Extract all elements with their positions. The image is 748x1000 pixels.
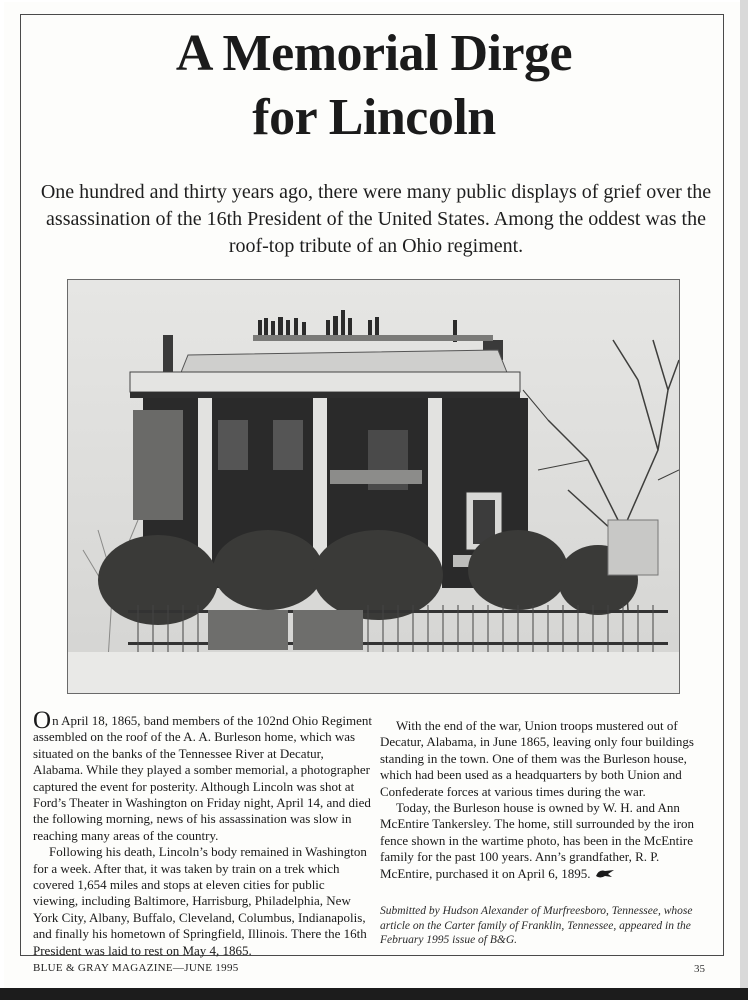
window-1 xyxy=(218,420,248,470)
paragraph-1 xyxy=(33,707,373,844)
page-number: 35 xyxy=(694,963,705,975)
paragraph-3: With the end of the war, Union troops mustered out of Decatur, Alabama, in June 1865, leaving only four buildings standing in the town. One of them was the Burleson house, which had been used as a headquarters by both Union and Confederate forces at various times during the war. xyxy=(380,718,694,799)
paragraph-4-text: Today, the Burleson house is owned by W. H. and Ann McEntire Tankersley. The home, still surrounded by the iron fence shown in the wartime photo, has been in the McEntire family for the past 100 years. Ann’s grandfather, R. P. McEntire, purchased it on April 6, 1895. xyxy=(380,800,695,881)
paragraph-1-text: n April 18, 1865, band members of the 102nd Ohio Regiment assembled on the roof of the A. A. Burleson home, which was situated on the banks of the Tennessee River at Decatur, Alabama. While they played a somber memorial, a photographer captured the event for posterity. Although Lincoln was shot at Ford’s Theater in Washington on Friday night, April 14, and died the following morning, news of his assassination was slow in reaching many areas of the country. xyxy=(33,713,372,843)
house-photo-illustration xyxy=(68,280,679,693)
title-line-1: A Memorial Dirge xyxy=(175,25,573,82)
article-subtitle: One hundred and thirty years ago, there were many public displays of grief over the assassination of the 16th President of the United States. Among the oddest was the roof-top tribute of an Ohio regiment. xyxy=(40,181,712,257)
neighbor-building xyxy=(608,520,658,575)
left-chimney xyxy=(163,335,173,375)
drop-cap: O xyxy=(33,707,52,734)
roof-railing xyxy=(253,335,493,341)
cornice-shadow xyxy=(130,392,520,398)
article-column-left xyxy=(33,707,373,959)
entablature xyxy=(130,372,520,392)
page-edge-shadow xyxy=(740,0,748,1000)
title-line-2: for Lincoln xyxy=(252,89,496,146)
balcony-rail xyxy=(330,470,422,484)
street-ground xyxy=(68,652,679,693)
article-title xyxy=(24,22,724,150)
author-credit: Submitted by Hudson Alexander of Murfreesboro, Tennessee, whose article on the Carter family of Franklin, Tennessee, appeared in the February 1995 issue of B&G. xyxy=(380,905,693,946)
paragraph-2: Following his death, Lincoln’s body remained in Washington for a week. After that, it was taken by train on a trek which covered 1,654 miles and stops at eleven cities for public viewing, including Baltimore, Harrisburg, Philadelphia, New York City, Albany, Buffalo, Cleveland, Columbus, Indianapolis, and finally his hometown of Springfield, Illinois. There the 16th President was laid to rest on May 4, 1865. xyxy=(33,844,367,958)
end-of-article-icon xyxy=(595,868,615,880)
paragraph-4 xyxy=(380,800,710,882)
side-wing xyxy=(133,410,183,520)
burleson-house-photo xyxy=(67,279,680,694)
article-column-right xyxy=(380,718,710,882)
scan-bottom-edge xyxy=(0,988,748,1000)
window-2 xyxy=(273,420,303,470)
magazine-footer: BLUE & GRAY MAGAZINE—JUNE 1995 xyxy=(33,962,239,974)
